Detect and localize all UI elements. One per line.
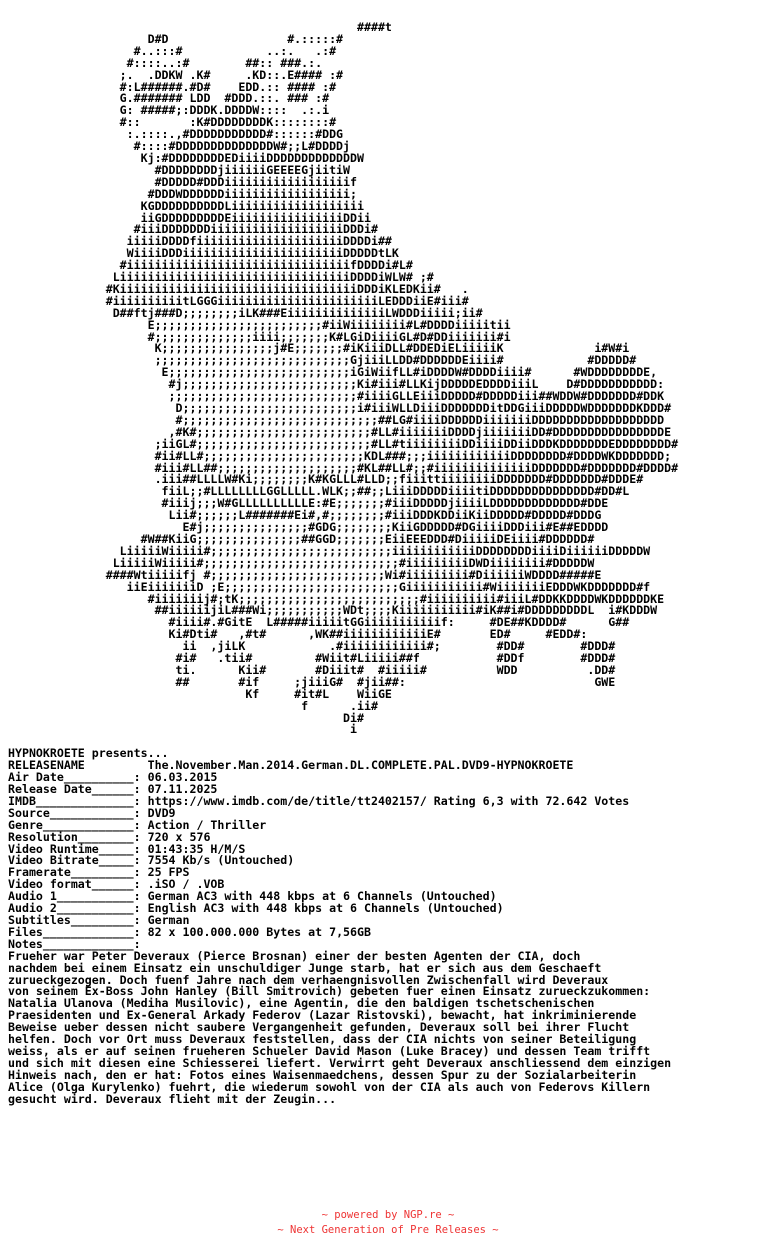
notes-label: Notes_____________:	[8, 936, 141, 951]
notes-text: Frueher war Peter Deveraux (Pierce Brosnan) einer der besten Agenten der CIA, doch nachdem bei einem Einsatz ein unschuldiger Junge starb, hat er sich aus dem Geschaeft zurueckgezogen. Doch fuenf Jahre nach dem verhaengnisvollen Zwischenfall wird Deveraux von seinem Ex-Boss John Hanley (Bill Smitrovich) gebeten fuer einen Einsatz zurueckzukommen: Natalia Ulanova (Mediha Musilovic), eine Agentin, die den baldigen tschetschenischen Praesidenten und Ex-General Arkady Federov (Lazar Ristovski), bewacht, hat inkriminierende Beweise ueber dessen nicht saubere Vergangenheit gefunden, Deveraux soll bei ihrer Flucht helfen. Doch vor Ort muss Deveraux feststellen, dass der CIA nichts von seiner Beteiligung weiss, als er auf seinen frueheren Schueler David Mason (Luke Bracey) und dessen Team trifft und sich mit diesen eine Schiesserei liefert. Verwirrt geht Deveraux anschliessend dem einzigen Hinweis nach, den er hat: Fotos eines Waisenmaedchens, dessen Spur zu der Sozialarbeiterin Alice (Olga Kurylenko) fuehrt, die wiederum sowohl von der CIA als auch von Federovs Killern gesucht wird. Deveraux flieht mit der Zeugin...	[8, 948, 672, 1106]
field-value: https://www.imdb.com/de/title/tt2402157/ Rating 6,3 with 72.642 Votes	[140, 793, 630, 808]
footer-tagline: ~ Next Generation of Pre Releases ~	[277, 1224, 499, 1236]
field-value: German AC3 with 448 kbps at 6 Channels (Untouched)	[140, 889, 497, 904]
field-value: 7554 Kb/s (Untouched)	[140, 853, 295, 868]
field-value: .iSO / .VOB	[140, 877, 225, 892]
field-value: German	[140, 912, 190, 927]
field-label: Audio 1___________:	[8, 889, 141, 904]
field-label: Subtitles_________:	[8, 912, 141, 927]
field-label: Air Date__________:	[8, 770, 141, 785]
field-value: English AC3 with 448 kbps at 6 Channels (Untouched)	[140, 901, 504, 916]
field-label: Release Date______:	[8, 782, 141, 796]
field-value: 720 x 576	[140, 829, 211, 844]
field-label: Files_____________:	[8, 924, 141, 939]
field-label: Audio 2___________:	[8, 901, 141, 916]
field-value: 07.11.2025	[140, 782, 218, 796]
intro-line: HYPNOKROETE presents...	[8, 746, 169, 761]
field-value: 06.03.2015	[140, 770, 218, 785]
footer	[0, 1208, 776, 1238]
field-label: IMDB______________:	[8, 793, 141, 808]
field-value: 25 FPS	[140, 865, 190, 880]
field-value: 01:43:35 H/M/S	[140, 841, 246, 856]
field-value: DVD9	[140, 805, 176, 820]
field-label: Video Runtime_____:	[8, 841, 141, 856]
field-label: Video format______:	[8, 877, 141, 892]
field-value: 82 x 100.000.000 Bytes at 7,56GB	[140, 924, 371, 939]
field-label: Framerate_________:	[8, 865, 141, 880]
field-label: Video Bitrate_____:	[8, 853, 141, 868]
release-label: RELEASENAME	[8, 758, 85, 773]
field-value: Action / Thriller	[140, 817, 267, 832]
nfo-document	[8, 22, 678, 1105]
field-label: Genre_____________:	[8, 817, 141, 832]
footer-powered-by: ~ powered by NGP.re ~	[321, 1209, 455, 1221]
release-name: The.November.Man.2014.German.DL.COMPLETE.PAL.DVD9-HYPNOKROETE	[147, 758, 574, 773]
ascii-art-logo: ####t D#D #.:::::# #..:::# ..:. .:# #::::..:# ##:: ###.:. ;. .DDKW .K# .KD::.E#### :# #:L######.#D# EDD.:: #### :# G.####### LDD #DDD.::. ### :# G: #####;:DDDK.DDDDW:::: .:.i #:: :K#DDDDDDDDK::::::::# :.::::.,#DDDDDDDDDDD#::::::#DDG #::::#DDDDDDDDDDDDDDW#;;L#DDDDj Kj:#DDDDDDDDEDiiiiDDDDDDDDDDDDDW #DDDDDDDDjiiiiiiGEEEEGjiitiW #DDDDD#DDDiiiiiiiiiiiiiiiiiif #DDDWDDDDDDiiiiiiiiiiiiiiiiii; KGDDDDDDDDDDLiiiiiiiiiiiiiiiiiii iiGDDDDDDDDDEiiiiiiiiiiiiiiiiDDii #iiiDDDDDDDiiiiiiiiiiiiiiiiiiiDDDi# iiiiiDDDDfiiiiiiiiiiiiiiiiiiiiiDDDDi## WiiiiDDDiiiiiiiiiiiiiiiiiiiiiiiDDDDDtLK #iiiiiiiiiiiiiiiiiiiiiiiiiiiiiiiifDDDDi#L# LiiiiiiiiiiiiiiiiiiiiiiiiiiiiiiiiiDDDDiWLW# ;# #KiiiiiiiiiiiiiiiiiiiiiiiiiiiiiiiiiiDDDiKLEDKii# . #iiiiiiiiiitLGGGiiiiiiiiiiiiiiiiiiiiiiiLEDDDiiE#iii# D##ftj###D;;;;;;;;iLK###EiiiiiiiiiiiiiiLWDDDiiiii;ii# E;;;;;;;;;;;;;;;;;;;;;;;;#iiWiiiiiiii#L#DDDDiiiiitii #;;;;;;;;;;;;;;iiii;;;;;;;K#LGiDiiiiGL#D#DDiiiiiii#i K;;;;;;;;;;;;;;;;j#E;;;;;;;#iKiiiDLL#DDEDiELiiiiiK i#W#i ;;;;;;;;;;;;;;;;;;;;;;;;;;;;GjiiiLLDD#DDDDDDEiiii# #DDDDD# E;;;;;;;;;;;;;;;;;;;;;;;;;;iGiWiifLL#iDDDDW#DDDDiiii# #WDDDDDDDDE, #j;;;;;;;;;;;;;;;;;;;;;;;;;Ki#iii#LLKijDDDDDEDDDDiiiL D#DDDDDDDDDDD: ;;;;;;;;;;;;;;;;;;;;;;;;;;;#iiiiGLLEiiiDDDDD#DDDDDiii##WDDW#DDDDDDD#DDK D;;;;;;;;;;;;;;;;;;;;;;;;;i#iiiWLLDiiiDDDDDDDitDDGiiiDDDDDWDDDDDDDKDDD# #;;;;;;;;;;;;;;;;;;;;;;;;;;;;##LG#iiiiDDDDDDiiiiiiiDDDDDDDDDDDDDDDDDDD ,#K#;;;;;;;;;;;;;;;;;;;;;;;;;#LL#iiiiiiiDDDDjiiiiiiiDD#DDDDDDDDDDDDDDDDE ;iiGL#;;;;;;;;;;;;;;;;;;;;;;;;;#LL#tiiiiiiiiDDiiiiDDiiDDDKDDDDDDDEDDDDDDDD# #ii#LL#;;;;;;;;;;;;;;;;;;;;;;;KDL###;;;iiiiiiiiiiiiDDDDDDDD#DDDDWKDDDDDDD; #iii#LL##;;;;;;;;;;;;;;;;;;;;#KL##LL#;;#iiiiiiiiiiiiiiDDDDDDD#DDDDDDD#DDDD# .iii##LLLLW#Ki;;;;;;;;K#KGLLL#LLD;;fiiittiiiiiiiiDDDDDDD#DDDDDDD#DDDE# fiiL;;#LLLLLLLLGGLLLLL.WLK;;##;;LiiiDDDDDiiiitiDDDDDDDDDDDDDDD#DD#L #iiij;;;W#GLLLLLLLLLLE:#E;;;;;;;#iiiDDDDDjiiiiLDDDDDDDDDDDDD#DDE Lii#;;;;;;L#######Ei#,#;;;;;;;;#iiiDDDKDDiiKiiDDDDD#DDDDD#DDDG E#j;;;;;;;;;;;;;;;#GDG;;;;;;;;KiiGDDDDD#DGiiiiDDDiii#E##EDDDD #W##KiiG;;;;;;;;;;;;;;;##GGD;;;;;;;EiiEEEDDD#DiiiiiDEiiii#DDDDDD# LiiiiiWiiiii#;;;;;;;;;;;;;;;;;;;;;;;;;;iiiiiiiiiiiiDDDDDDDDiiiiDiiiiiiDDDDDW LiiiiiWiiiii#;;;;;;;;;;;;;;;;;;;;;;;;;;;;#iiiiiiiiiDWDiiiiiiii#DDDDDW ####Wtiiiiifj #;;;;;;;;;;;;;;;;;;;;;;;;;Wi#iiiiiiiii#DiiiiiiWDDDD#####E iiEiiiiiiiD ;E;;;;;;;;;;;;;;;;;;;;;;;;;Giiiiiiiiiii#WiiiiiiiEDDDWKDDDDDDD#f #iiiiiiij#;tK;;;;;;;;;;;;;;;;;;;;;;;;;;#iiiiiiiiii#iiiL#DDKKDDDDWKDDDDDDKE ##iiiiiijiL###Wi;;;;;;;;;;;WDt;;;;Kiiiiiiiiiii#iK##i#DDDDDDDDDL i#KDDDW #iiii#.#GitE L#####iiiiitGGiiiiiiiiiiif: #DE##KDDDD# G## Ki#Dti# ,#t# ,WK##iiiiiiiiiiiiE# ED# #EDD#: ii ,jiLK .#iiiiiiiiiiii#; #DD# #DDD# #i# .tii# #Wiit#Liiiii##f #DDf #DDD# ti. Kii# #Diiit# #iiiii# WDD .DD# ## #if ;jiiiG# #jii##: GWE Kf #it#L WiiGE f .ii# Di# i	[105, 20, 679, 737]
field-label: Resolution________:	[8, 829, 141, 844]
field-label: Source____________:	[8, 805, 141, 820]
